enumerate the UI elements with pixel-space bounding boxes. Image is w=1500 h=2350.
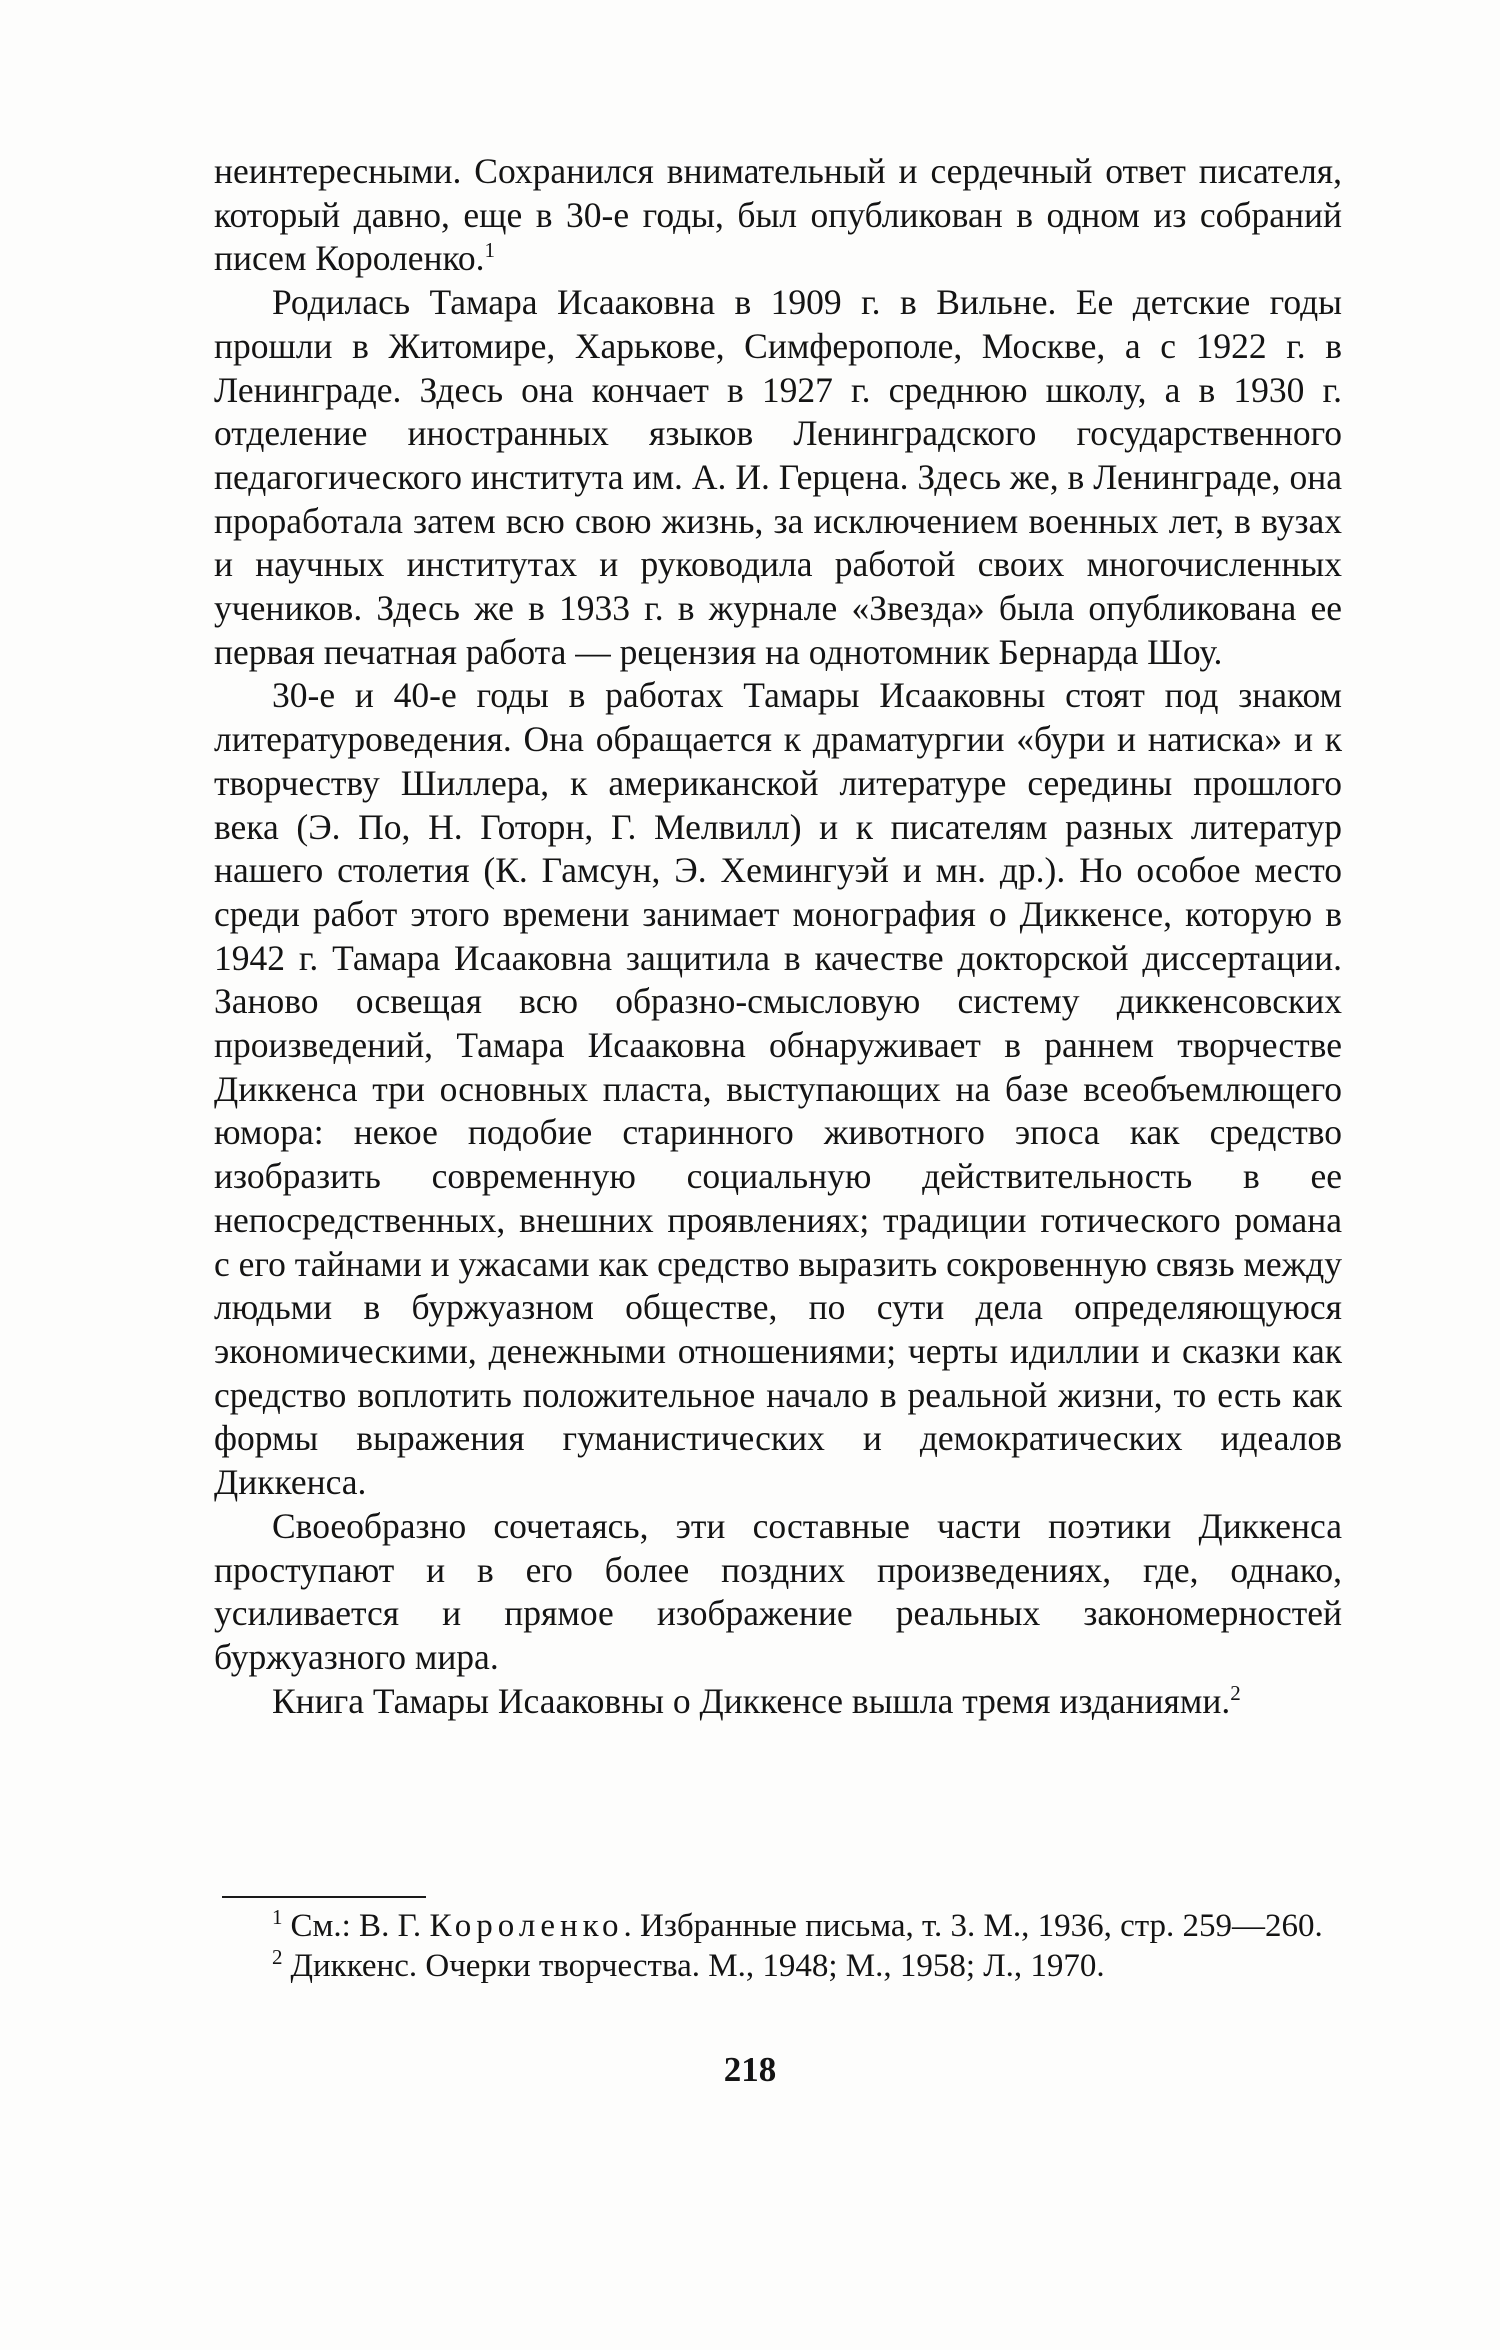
- footnote-2: [214, 1946, 1342, 1986]
- paragraph-3: [214, 674, 1342, 1504]
- footnote-2-text: Диккенс. Очерки творчества. М., 1948; М., 1958; Л., 1970.: [290, 1948, 1105, 1984]
- paragraph-1-text: неинтересными. Сохранился внимательный и сердечный ответ писателя, который давно, еще в 30-е годы, был опубликован в одном из собраний писем Короленко.: [214, 151, 1342, 279]
- paragraph-2: [214, 281, 1342, 674]
- footnote-1: [214, 1906, 1342, 1946]
- main-text: [214, 150, 1342, 1723]
- footnote-1-author: Короленко: [429, 1908, 624, 1944]
- footnote-mark-2: 2: [272, 1945, 283, 1969]
- footnote-ref-1: 1: [484, 238, 496, 263]
- footnote-ref-2: 2: [1230, 1680, 1241, 1705]
- paragraph-3-text: 30-е и 40-е годы в работах Тамары Исааковны стоят под знаком литературоведения. Она обращается к драматургии «бури и натиска» и к творчеству Шиллера, к американской литературе середины прошлого века (Э. По, Н. Готорн, Г. Мелвилл) и к писателям разных литератур нашего столетия (К. Гамсун, Э. Хемингуэй и мн. др.). Но особое место среди работ этого времени занимает монография о Диккенсе, которую в 1942 г. Тамара Исааковна защитила в качестве докторской диссертации. Заново освещая всю образно-смысловую систему диккенсовских произведений, Тамара Исааковна обнаруживает в раннем творчестве Диккенса три основных пласта, выступающих на базе всеобъемлющего юмора: некое подобие старинного животного эпоса как средство изобразить современную социальную действительность в ее непосредственных, внешних проявлениях; традиции готического романа с его тайнами и ужасами как средство выразить сокровенную связь между людьми в буржуазном обществе, по сути дела определяющуюся экономическими, денежными отношениями; черты идиллии и сказки как средство воплотить положительное начало в реальной жизни, то есть как формы выражения гуманистических и демократических идеалов Диккенса.: [214, 675, 1342, 1503]
- paragraph-4: [214, 1505, 1342, 1680]
- footnotes: [214, 1906, 1342, 1986]
- page-number: 218: [723, 2050, 777, 2089]
- footnote-1-prefix: См.: В. Г.: [290, 1908, 430, 1944]
- footnote-mark-1: 1: [272, 1905, 283, 1929]
- paragraph-4-text: Своеобразно сочетаясь, эти составные части поэтики Диккенса проступают и в его более поздних произведениях, где, однако, усиливается и прямое изображение реальных закономерностей буржуазного мира.: [214, 1505, 1342, 1677]
- footnote-divider: [222, 1896, 426, 1898]
- paragraph-2-text: Родилась Тамара Исааковна в 1909 г. в Вильне. Ее детские годы прошли в Житомире, Харькове, Симферополе, Москве, а с 1922 г. в Ленинграде. Здесь она кончает в 1927 г. среднюю школу, а в 1930 г. отделение иностранных языков Ленинградского государственного педагогического института им. А. И. Герцена. Здесь же, в Ленинграде, она проработала затем всю свою жизнь, за исключением военных лет, в вузах и научных институтах и руководила работой своих многочисленных учеников. Здесь же в 1933 г. в журнале «Звезда» была опубликована ее первая печатная работа — рецензия на однотомник Бернарда Шоу.: [214, 282, 1342, 672]
- paragraph-5: [214, 1680, 1342, 1724]
- paragraph-1: [214, 150, 1342, 281]
- paragraph-5-text: Книга Тамары Исааковны о Диккенсе вышла тремя изданиями.: [272, 1680, 1231, 1721]
- footnote-1-suffix: . Избранные письма, т. 3. М., 1936, стр. 259—260.: [623, 1908, 1323, 1944]
